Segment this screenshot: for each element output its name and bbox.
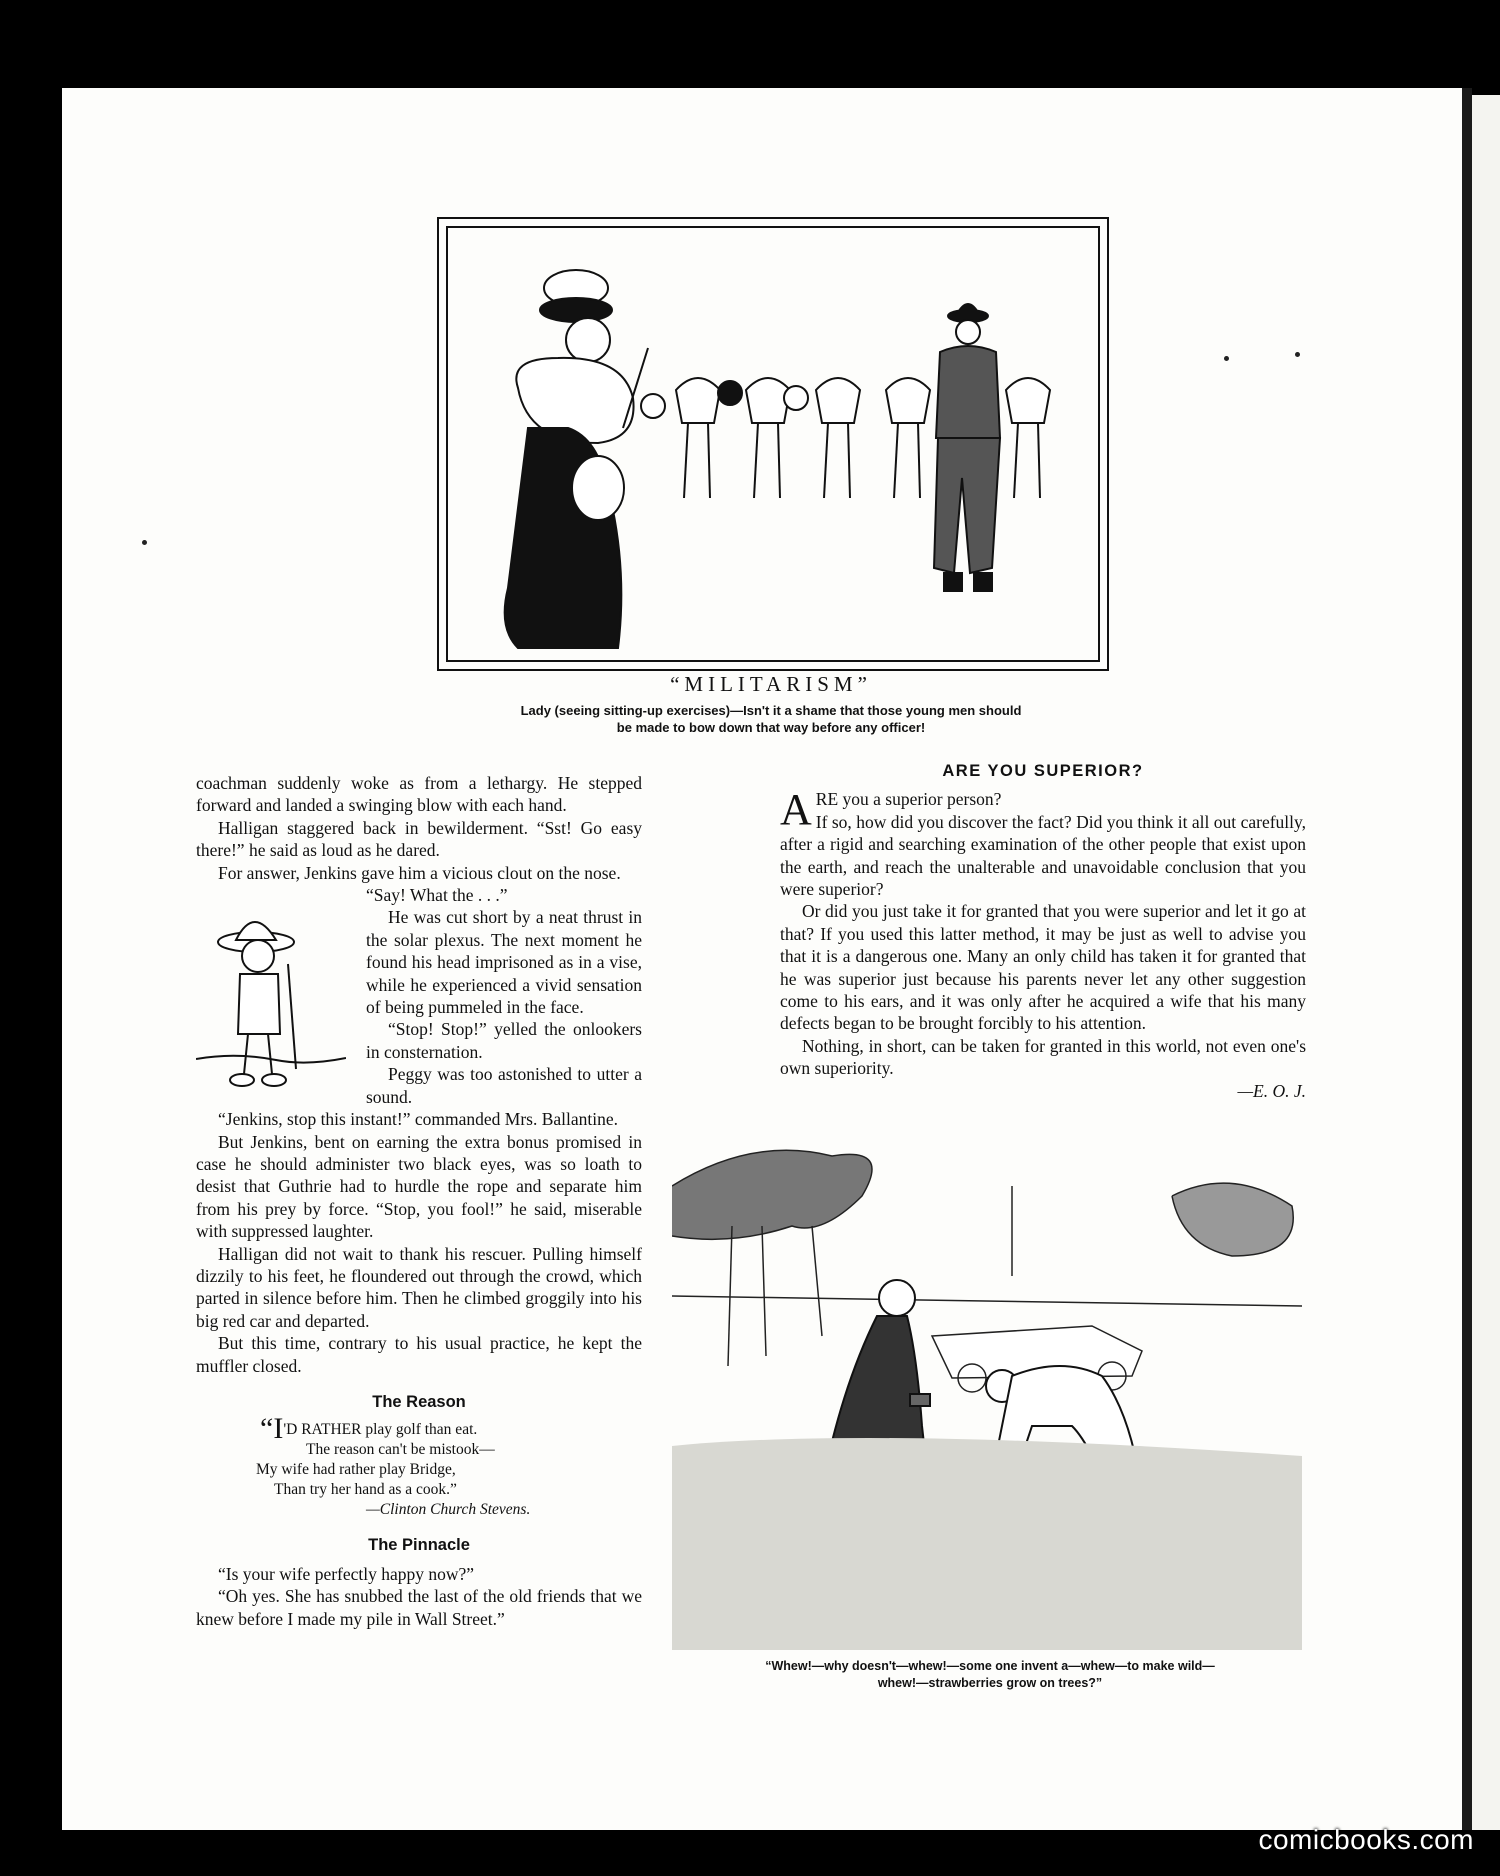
poem-line-3: My wife had rather play Bridge, (256, 1461, 456, 1479)
lady-figure (505, 270, 648, 648)
pinnacle-line: “Is your wife perfectly happy now?” (218, 1563, 475, 1584)
soldier-5 (1006, 378, 1050, 498)
facing-page-edge (1472, 95, 1500, 1830)
article-heading: ARE YOU SUPERIOR? (942, 762, 1144, 780)
militarism-illustration (446, 226, 1100, 662)
right-column (780, 760, 1306, 1102)
militarism-drawing (448, 228, 1098, 660)
page-spine (1462, 88, 1472, 1830)
article-paragraph (780, 785, 1306, 900)
strawberry-caption (660, 1658, 1320, 1692)
strawberry-drawing (672, 1126, 1302, 1650)
story-paragraph: Halligan did not wait to thank his rescuer. Pulling himself dizzily to his feet, he floundered out through the crowd, which parted in silence before him. Then he climbed groggily into his big red car and departed. (196, 1243, 642, 1331)
article-signature: —E. O. J. (1237, 1080, 1306, 1101)
soldier-4 (886, 378, 930, 498)
story-paragraph: Peggy was too astonished to utter a sound. (366, 1064, 642, 1107)
story-paragraph: coachman suddenly woke as from a lethargy. He stepped forward and landed a swinging blow with each hand. (196, 773, 642, 816)
pinnacle-heading: The Pinnacle (368, 1536, 470, 1555)
poem-line-4: Than try her hand as a cook.” (274, 1481, 457, 1499)
speck (1295, 352, 1300, 357)
article-paragraph: Or did you just take it for granted that you were superior and let it go at that? If you used this latter method, it may be just as well to advise you that it is a dangerous one. Many an only child has taken it for granted that he was superior just because his parents never let any other suggestion come to his ears, and it was only after he acquired a wife that his many defects began to be brought forcibly to his attention. (780, 901, 1306, 1034)
story-paragraph: Halligan staggered back in bewilderment. “Sst! Go easy there!” he said as loud as he dared. (196, 817, 642, 861)
poem-line-1 (196, 1412, 642, 1446)
story-paragraph: But this time, contrary to his usual practice, he kept the muffler closed. (196, 1333, 642, 1376)
story-paragraph: He was cut short by a neat thrust in the solar plexus. The next moment he found his head imprisoned as in a vise, while he experienced a vivid sensation of being pummeled in the face. (366, 907, 642, 1018)
strawberry-cartoon (672, 1126, 1302, 1650)
article-first-line: RE you a superior person? (815, 789, 1002, 810)
speck (1224, 356, 1229, 361)
militarism-cartoon (437, 217, 1109, 671)
soldier-2 (718, 378, 790, 498)
poem-initial: I (273, 1412, 284, 1446)
story-paragraph: For answer, Jenkins gave him a vicious clout on the nose. (218, 862, 621, 883)
story-paragraph: But Jenkins, bent on earning the extra bonus promised in case he should administer two black eyes, was so loath to desist that Guthrie had to hurdle the rope and separate him from his prey by force. “Stop, you fool!” he said, miserable with suppressed laughter. (196, 1131, 642, 1242)
officer-figure (934, 304, 1000, 591)
left-column (196, 772, 642, 1630)
story-paragraph: “Stop! Stop!” yelled the onlookers in consternation. (366, 1019, 642, 1062)
soldier-3 (784, 378, 860, 498)
boy-scout-drawing (196, 884, 346, 1094)
poem-line-1-rest: 'D RATHER play golf than eat. (283, 1421, 478, 1439)
militarism-title: “MILITARISM” (670, 672, 872, 696)
poem-the-reason (196, 1412, 642, 1520)
site-watermark: comicbooks.com (1258, 1824, 1474, 1855)
article-paragraph: Nothing, in short, can be taken for granted in this world, not even one's own superiority. (780, 1035, 1306, 1079)
story-paragraph: “Say! What the . . .” (366, 885, 508, 906)
poem-heading: The Reason (372, 1392, 466, 1411)
drop-cap: A (780, 785, 812, 835)
boy-scout-illustration (196, 884, 366, 1094)
caption-line-2: be made to bow down that way before any officer! (616, 720, 926, 735)
poem-line-2: The reason can't be mistook— (306, 1441, 495, 1459)
speck (142, 540, 147, 545)
soldier-1 (641, 378, 720, 498)
poem-open-quote: “ (260, 1412, 274, 1446)
article-first-rest: If so, how did you discover the fact? Did you think it all out carefully, after a rigid and searching examination of the other people that exist upon the earth, and reach the unalterable and unavoidable conclusion that you were superior? (780, 811, 1306, 900)
poem-author: —Clinton Church Stevens. (366, 1501, 531, 1519)
story-paragraph: “Jenkins, stop this instant!” commanded Mrs. Ballantine. (218, 1109, 619, 1130)
caption-line-1: “Whew!—why doesn't—whew!—some one invent a—whew—to make wild— (765, 1659, 1215, 1673)
pinnacle-line: “Oh yes. She has snubbed the last of the old friends that we knew before I made my pile in Wall Street.” (196, 1586, 642, 1629)
caption-line-1: Lady (seeing sitting-up exercises)—Isn't it a shame that those young men should (520, 703, 1022, 718)
militarism-caption (437, 702, 1105, 736)
caption-line-2: whew!—strawberries grow on trees?” (877, 1676, 1103, 1690)
